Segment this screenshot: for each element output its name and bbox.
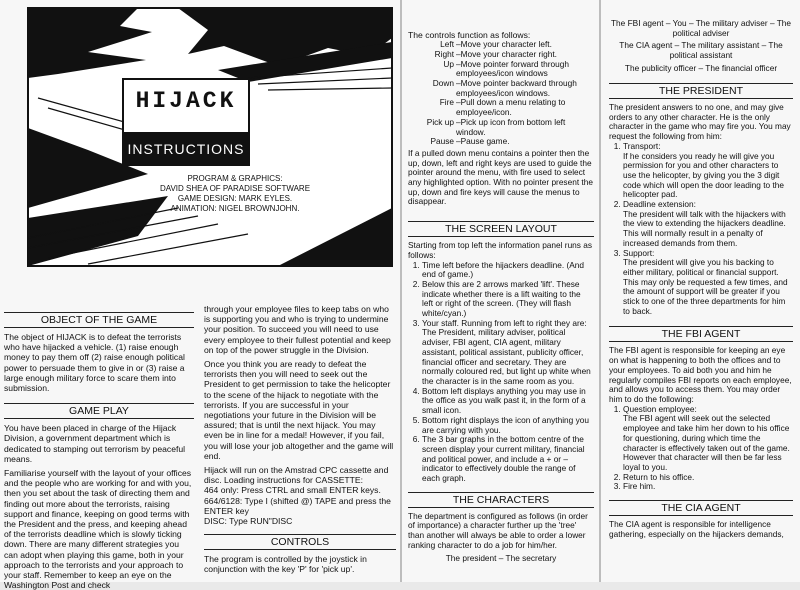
president-item: 2. Deadline extension: The president will talk with the hijackers with the view to extending the hijackers deadline. This will normally result in a penalty of increased demands from them.: [623, 200, 793, 249]
object-heading: OBJECT OF THE GAME: [4, 312, 194, 328]
gameplay-p3: through your employee files to keep tabs on who is supporting you and who is trying to undermine your position. To succeed you will need to use every employee to their fullest potential and keep on top of the power struggle in the Division.: [204, 304, 391, 355]
gameplay-heading: GAME PLAY: [4, 403, 194, 419]
screen-heading: THE SCREEN LAYOUT: [408, 221, 594, 237]
control-item: Fire –Pull down a menu relating to employee/icon.: [439, 97, 566, 118]
right-page: [601, 0, 800, 582]
right-column: [609, 18, 793, 539]
fbi-item: 2. Return to his office.: [623, 473, 793, 483]
controls-lead: The controls function as follows:: [408, 30, 531, 40]
loading-464: 464 only: Press CTRL and small ENTER keys.: [204, 485, 381, 496]
screen-item: 5. Bottom right displays the icon of anything you are carrying with you.: [422, 416, 594, 435]
screen-item: 4. Bottom left displays anything you may use in the office as you walk past it, in the form of a small icon.: [422, 387, 594, 416]
screen-item: 3. Your staff. Running from left to right they are: The President, military adviser, political adviser, FBI agent, CIA agent, military assistant, political assistant, publicity officer, financial officer and secretary. They are normally coloured red, but light up white when the character is in the same room as you.: [422, 319, 594, 387]
control-item: Left –Move your character left.: [440, 39, 552, 50]
cia-heading: THE CIA AGENT: [609, 500, 793, 516]
president-list: [609, 142, 793, 317]
credits: [130, 174, 340, 214]
menu-text: If a pulled down menu contains a pointer then the up, down, left and right keys are used to guide the pointer around the menu, with fire used to select any highlighted option. With no pointer present the up, down and fire keys will cause the menus to disappear.: [408, 147, 593, 207]
fbi-heading: THE FBI AGENT: [609, 326, 793, 342]
left-column: [4, 306, 194, 590]
credit-line: ANIMATION: NIGEL BROWNJOHN.: [170, 204, 300, 213]
loading-intro: Hijack will run on the Amstrad CPC cassette and disc. Loading instructions for CASSETTE:: [204, 465, 389, 486]
middle-column: [204, 304, 396, 575]
president-item: 3. Support: The president will give you his backing to either military, political or financial support. This may only be requested a few times, and the amount of support will be greater if you stick to one of the three departments for him to back.: [623, 249, 793, 317]
controls-intro: The program is controlled by the joystick in conjunction with the key 'P' for 'pick up'.: [204, 554, 367, 575]
control-item: Pause –Pause game.: [430, 136, 510, 147]
characters-heading: THE CHARACTERS: [408, 492, 594, 508]
president-heading: THE PRESIDENT: [609, 83, 793, 99]
gameplay-p2: Familiarise yourself with the layout of your offices and the people who are working for and with you, then you set about the task of directing them and finding out more about the terrorists, raising support and finance, keeping on good terms with the President and the press, and keeping ahead of the terrorists deadline which is slowly ticking down. There are many different strategies you can adopt when playing this game, both in your approach to the terrorists and your approach to your staff. Remember to keep an eye on the Washington Post and check: [4, 468, 192, 590]
controls-list: [408, 40, 594, 147]
gameplay-p1: You have been placed in charge of the Hijack Division, a government department which is dedicated to stamping out terrorism by peaceful means.: [4, 423, 186, 464]
controls-heading: CONTROLS: [204, 534, 396, 550]
controls-column: [408, 30, 594, 563]
tree-line: The FBI agent – You – The military adviser – The political adviser: [610, 18, 792, 38]
characters-intro: The department is configured as follows (in order of importance) a character further up the 'tree' than another will always be able to order a lower ranking character to do a job for him/her.: [408, 510, 588, 550]
loading-664: 664/6128: Type I (shifted @) TAPE and press the ENTER key: [204, 495, 391, 516]
credit-line: DAVID SHEA OF PARADISE SOFTWARE: [159, 184, 311, 193]
president-intro: The president answers to no one, and may give orders to any other character. He is the only character in the game who may fire you. You may request the following from him:: [609, 102, 791, 142]
president-item: 1. Transport: If he considers you ready he will give you permission for you and other characters to use the helicopter, by giving you the 3 digit code which will open the door leading to the helicopter pad.: [623, 142, 793, 200]
screen-item: 6. The 3 bar graphs in the bottom centre of the screen display your current military, financial and political power, and include a + or – indicator to effectively double the range of each graph.: [422, 435, 594, 484]
logo-subtitle: INSTRUCTIONS: [122, 132, 250, 166]
control-item: Pick up –Pick up icon from bottom left window.: [426, 116, 566, 137]
loading-disc: DISC: Type RUN"DISC: [204, 516, 293, 527]
control-item: Right –Move your character right.: [434, 48, 557, 59]
control-item: Up –Move pointer forward through employees/icon windows: [443, 58, 569, 79]
credit-line: GAME DESIGN: MARK EYLES.: [177, 194, 293, 203]
object-text: The object of HIJACK is to defeat the terrorists who have hijacked a vehicle. (1) raise enough money to pay them off (2) raise enough political power to persuade them to give in or (3) raise a large enough military force to scare them into submission.: [4, 332, 185, 394]
fbi-list: [609, 405, 793, 492]
cia-text: The CIA agent is responsible for intelligence gathering, especially on the hijackers demands,: [609, 519, 784, 539]
fbi-item: 3. Fire him.: [623, 482, 793, 492]
control-item: Down –Move pointer backward through employees/icon windows.: [432, 78, 577, 98]
fbi-item: 1. Question employee: The FBI agent will seek out the selected employee and take him her down to his office for questioning, during which time the character is effectively taken out of the game. However that character will then be far less loyal to you.: [623, 405, 793, 473]
screen-list: [408, 261, 594, 484]
credit-line: PROGRAM & GRAPHICS:: [187, 174, 283, 183]
screen-intro: Starting from top left the information panel runs as follows:: [408, 240, 593, 260]
hijack-logo: [122, 78, 250, 166]
logo-title: HIJACK: [135, 88, 237, 114]
middle-page: [402, 0, 599, 582]
tree-line: The publicity officer – The financial officer: [624, 63, 778, 73]
screen-item: 2. Below this are 2 arrows marked 'lift'. These indicate whether there is a lift waiting to the left or right of the screen. (They will flash white/cyan.): [422, 280, 594, 319]
tree-line: The president – The secretary: [445, 552, 557, 563]
gameplay-p4: Once you think you are ready to defeat the terrorists then you will need to seek out the President to get permission to take the helicopter to the scene of the hijack to negotiate with the terrorists. If you are successful in your negotiations your future in the Division will be assured; that is until the next hijack. You may even be in line for a medal! However, if you fail, you will lose your job altogether and the game will end.: [204, 359, 394, 461]
tree-line: The CIA agent – The military assistant – The political assistant: [619, 40, 783, 60]
fbi-intro: The FBI agent is responsible for keeping an eye on what is happening to both the offices and to your employees. To aid both you and him he regularly compiles FBI reports on each employee, and allows you to access them. You may order him to do the following:: [609, 345, 792, 404]
screen-item: 1. Time left before the hijackers deadline. (And end of game.): [422, 261, 594, 280]
